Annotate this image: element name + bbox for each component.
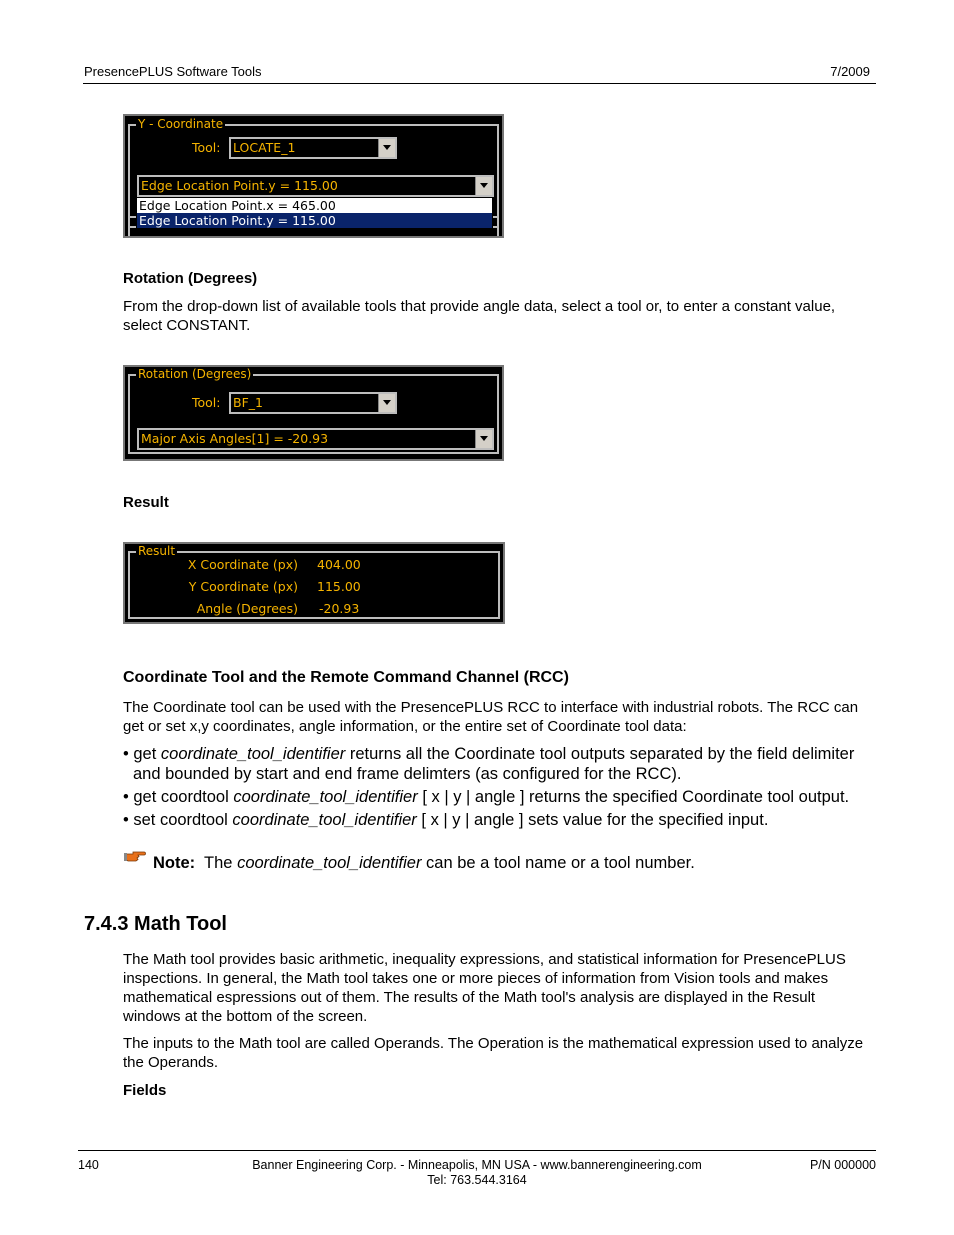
bullet-text: • get coordtool — [123, 788, 234, 806]
angle-output-value: Major Axis Angles[1] = -20.93 — [141, 431, 329, 446]
output-select[interactable] — [137, 175, 494, 197]
footer-tel: Tel: 763.544.3164 — [427, 1173, 527, 1187]
result-heading: Result — [123, 494, 169, 511]
math-tool-paragraph-1: The Math tool provides basic arithmetic, inequality expressions, and statistical information for PresencePLUS inspections. In general, the Math tool takes one or more pieces of information from Vision tools and makes mathematical espressions out of them. The results of the Math tool's analysis are displayed in the Result windows at the bottom of the screen. — [123, 951, 846, 1025]
tool-label: Tool: — [192, 395, 221, 410]
result-label-x: X Coordinate (px) — [187, 557, 298, 572]
result-legend: Result — [138, 544, 176, 558]
identifier-term: coordinate_tool_identifier — [237, 854, 422, 872]
rotation-heading: Rotation (Degrees) — [123, 270, 258, 287]
chevron-down-icon[interactable] — [378, 394, 395, 412]
note-body: The — [204, 854, 238, 872]
y-coordinate-legend: Y - Coordinate — [138, 117, 224, 131]
tool-select[interactable] — [229, 137, 397, 159]
pointing-hand-icon — [124, 849, 146, 863]
header-rule — [83, 83, 876, 84]
rcc-bullet-set-coordtool — [123, 810, 875, 830]
header-title: PresencePLUS Software Tools — [84, 64, 262, 79]
footer-company: Banner Engineering Corp. - Minneapolis, MN USA - www.bannerengineering.com — [252, 1158, 702, 1172]
tool-select-value: LOCATE_1 — [233, 140, 296, 155]
result-panel — [123, 542, 505, 624]
math-tool-paragraph-2: The inputs to the Math tool are called Operands. The Operation is the mathematical expression used to analyze the Operands. — [123, 1035, 864, 1071]
result-label-y: Y Coordinate (px) — [188, 579, 298, 594]
bullet-text: returns all the Coordinate tool outputs separated by the field delimiter — [345, 745, 855, 763]
bullet-text: [ x | y | angle ] returns the specified Coordinate tool output. — [417, 788, 850, 806]
note-body: can be a tool name or a tool number. — [421, 854, 695, 872]
identifier-term: coordinate_tool_identifier — [160, 745, 346, 763]
identifier-term: coordinate_tool_identifier — [232, 811, 417, 829]
result-label-angle: Angle (Degrees) — [196, 601, 298, 616]
tool-select[interactable] — [229, 392, 397, 414]
rotation-panel — [123, 365, 504, 461]
note-text — [153, 854, 695, 873]
rcc-intro: The Coordinate tool can be used with the PresencePLUS RCC to interface with industrial robots. The RCC can get or set x,y coordinates, angle information, or the entire set of Coordinate tool data: — [123, 699, 859, 735]
part-number: P/N 000000 — [809, 1158, 876, 1172]
identifier-term: coordinate_tool_identifier — [233, 788, 418, 806]
rotation-text: From the drop-down list of available tools that provide angle data, select a tool or, to enter a constant value, select CONSTANT. — [123, 298, 836, 334]
chevron-down-icon[interactable] — [475, 430, 492, 448]
result-value-x: 404.00 — [317, 557, 361, 572]
math-tool-heading: 7.4.3 Math Tool — [84, 913, 227, 935]
result-value-angle: -20.93 — [319, 601, 360, 616]
dropdown-option[interactable]: Edge Location Point.x = 465.00 — [139, 198, 336, 213]
result-value-y: 115.00 — [317, 579, 361, 594]
output-dropdown-list[interactable] — [136, 197, 493, 229]
chevron-down-icon[interactable] — [378, 139, 395, 157]
rotation-group — [128, 367, 499, 454]
dropdown-option-selected[interactable]: Edge Location Point.y = 115.00 — [137, 213, 492, 228]
footer-rule — [78, 1150, 876, 1151]
rcc-heading: Coordinate Tool and the Remote Command Channel (RCC) — [123, 669, 569, 686]
bullet-text: [ x | y | angle ] sets value for the specified input. — [416, 811, 769, 829]
bullet-text: • get — [123, 745, 161, 763]
tool-select-value: BF_1 — [233, 395, 263, 410]
chevron-down-icon[interactable] — [475, 177, 492, 195]
rcc-bullet-get — [123, 744, 875, 784]
header-date: 7/2009 — [830, 64, 870, 79]
rcc-bullet-get-coordtool — [123, 787, 875, 807]
fields-heading: Fields — [123, 1082, 167, 1099]
page-number: 140 — [78, 1158, 99, 1172]
tool-label: Tool: — [192, 140, 221, 155]
result-group — [128, 544, 500, 619]
note-label: Note: — [153, 854, 196, 872]
angle-output-select[interactable] — [137, 428, 494, 450]
rotation-legend: Rotation (Degrees) — [138, 367, 252, 381]
bullet-continuation: and bounded by start and end frame delimters (as configured for the RCC). — [133, 765, 682, 783]
bullet-text: • set coordtool — [123, 811, 233, 829]
y-coordinate-panel — [123, 114, 504, 238]
output-select-value: Edge Location Point.y = 115.00 — [141, 178, 338, 193]
